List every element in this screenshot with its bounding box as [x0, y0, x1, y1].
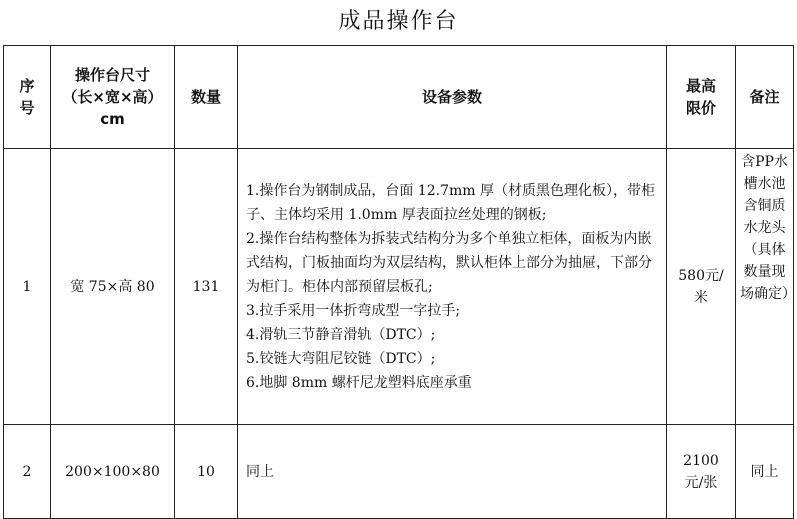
- cell-params: [238, 425, 667, 519]
- header-note: 备注: [736, 46, 794, 149]
- table-row: [4, 425, 794, 519]
- cell-qty: 131: [175, 149, 238, 425]
- param-line: 2.操作台结构整体为拆装式结构分为多个单独立柜体，面板为内嵌式结构，门板抽面均为双层结构，默认柜体上部分为抽屉，下部分为柜门。柜体内部预留层板孔;: [246, 230, 652, 295]
- cell-size: 宽 75×高 80: [51, 149, 175, 425]
- cell-note: 含PP水槽水池含铜质水龙头（具体数量现场确定）: [736, 149, 794, 425]
- cell-price: 580元/米: [667, 149, 736, 425]
- table-header-row: [4, 46, 794, 149]
- cell-index: 2: [4, 425, 51, 519]
- param-line: 1.操作台为钢制成品，台面 12.7mm 厚（材质黑色理化板），带柜子、主体均采用 1.0mm 厚表面拉丝处理的钢板;: [246, 182, 655, 223]
- param-line: 4.滑轨三节静音滑轨（DTC）;: [246, 326, 436, 343]
- cell-params: [238, 149, 667, 425]
- header-price: 最高限价: [667, 46, 736, 149]
- header-qty: 数量: [175, 46, 238, 149]
- header-index: 序号: [4, 46, 51, 149]
- header-params: 设备参数: [238, 46, 667, 149]
- cell-index: 1: [4, 149, 51, 425]
- product-table: [3, 45, 794, 519]
- table-row: [4, 149, 794, 425]
- cell-qty: 10: [175, 425, 238, 519]
- cell-size: 200×100×80: [51, 425, 175, 519]
- cell-note: 同上: [736, 425, 794, 519]
- header-size: 操作台尺寸（长×宽×高）cm: [51, 46, 175, 149]
- param-line: 3.拉手采用一体折弯成型一字拉手;: [246, 302, 461, 319]
- param-line: 5.铰链大弯阻尼铰链（DTC）;: [246, 350, 436, 367]
- param-line: 同上: [246, 463, 274, 480]
- cell-price: 2100元/张: [667, 425, 736, 519]
- page-title: 成品操作台: [338, 9, 459, 34]
- param-line: 6.地脚 8mm 螺杆尼龙塑料底座承重: [246, 374, 472, 391]
